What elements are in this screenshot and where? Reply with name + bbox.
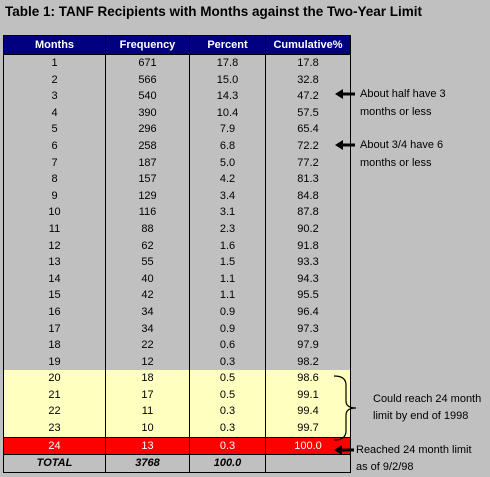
cell-months: 9 [4,188,106,205]
cell-percent: 5.0 [190,155,266,172]
cell-months: 11 [4,221,106,238]
cell-percent: 3.1 [190,204,266,221]
cell-percent: 3.4 [190,188,266,205]
cell-cumulative: 84.8 [266,188,351,205]
cell-months: 18 [4,337,106,354]
col-header-cumulative: Cumulative% [266,36,351,55]
cell-cumulative: 97.9 [266,337,351,354]
total-frequency: 3768 [106,455,190,473]
cell-frequency: 566 [106,72,190,89]
cell-frequency: 12 [106,354,190,371]
table-row [4,188,351,205]
cell-percent: 0.3 [190,354,266,371]
cell-frequency: 11 [106,403,190,420]
note-could-reach-line1: Could reach 24 month [373,393,482,405]
cell-percent: 0.5 [190,387,266,404]
note-reached-line2: as of 9/2/98 [356,461,414,473]
cell-frequency: 116 [106,204,190,221]
cell-frequency: 55 [106,254,190,271]
cell-percent: 0.5 [190,370,266,387]
left-arrow-icon [335,140,355,150]
cell-percent: 15.0 [190,72,266,89]
cell-months: 20 [4,370,106,387]
table-row [4,171,351,188]
cell-months: 8 [4,171,106,188]
table-row [4,105,351,122]
note-three-quarters-line2: months or less [360,157,432,169]
cell-months: 14 [4,271,106,288]
total-label: TOTAL [4,455,106,473]
cell-months: 10 [4,204,106,221]
table-row [4,155,351,172]
cell-frequency: 18 [106,370,190,387]
cell-months: 1 [4,55,106,72]
cell-cumulative: 77.2 [266,155,351,172]
cell-cumulative: 81.3 [266,171,351,188]
table-row [4,204,351,221]
tanf-table [3,35,351,473]
cell-months: 2 [4,72,106,89]
note-reached [356,442,472,476]
cell-months: 21 [4,387,106,404]
total-percent: 100.0 [190,455,266,473]
note-three-quarters [360,136,443,172]
table-row [4,321,351,338]
table-row [4,354,351,371]
cell-cumulative: 95.5 [266,287,351,304]
cell-frequency: 157 [106,171,190,188]
table-row [4,403,351,420]
cell-cumulative: 94.3 [266,271,351,288]
cell-percent: 0.3 [190,437,266,455]
table-row [4,437,351,455]
note-could-reach [373,391,481,425]
left-arrow-icon [335,89,355,99]
cell-frequency: 34 [106,304,190,321]
cell-cumulative: 99.4 [266,403,351,420]
cell-cumulative: 100.0 [266,437,351,455]
note-half-line2: months or less [360,106,432,118]
col-header-months: Months [4,36,106,55]
cell-months: 7 [4,155,106,172]
cell-frequency: 62 [106,238,190,255]
table-row [4,88,351,105]
cell-percent: 1.6 [190,238,266,255]
note-three-quarters-line1: About 3/4 have 6 [360,139,444,151]
cell-months: 19 [4,354,106,371]
cell-months: 24 [4,437,106,455]
cell-months: 22 [4,403,106,420]
cell-months: 5 [4,121,106,138]
cell-percent: 0.9 [190,321,266,338]
cell-frequency: 40 [106,271,190,288]
cell-cumulative: 90.2 [266,221,351,238]
cell-cumulative: 99.1 [266,387,351,404]
table-row [4,271,351,288]
table-row [4,138,351,155]
cell-cumulative: 97.3 [266,321,351,338]
cell-percent: 2.3 [190,221,266,238]
cell-months: 6 [4,138,106,155]
cell-cumulative: 98.2 [266,354,351,371]
cell-percent: 0.3 [190,420,266,437]
table-row [4,370,351,387]
note-reached-line1: Reached 24 month limit [356,444,472,456]
cell-frequency: 540 [106,88,190,105]
cell-months: 4 [4,105,106,122]
cell-cumulative: 99.7 [266,420,351,437]
cell-months: 16 [4,304,106,321]
cell-cumulative: 98.6 [266,370,351,387]
cell-cumulative: 65.4 [266,121,351,138]
cell-frequency: 129 [106,188,190,205]
table-row [4,304,351,321]
cell-percent: 14.3 [190,88,266,105]
cell-cumulative: 32.8 [266,72,351,89]
cell-percent: 1.1 [190,287,266,304]
cell-frequency: 17 [106,387,190,404]
col-header-frequency: Frequency [106,36,190,55]
note-half-line1: About half have 3 [360,88,446,100]
cell-frequency: 258 [106,138,190,155]
cell-frequency: 42 [106,287,190,304]
cell-frequency: 22 [106,337,190,354]
table-row [4,254,351,271]
cell-percent: 0.9 [190,304,266,321]
cell-cumulative: 17.8 [266,55,351,72]
left-arrow-icon [334,445,354,455]
cell-months: 23 [4,420,106,437]
table-row [4,387,351,404]
table-row [4,287,351,304]
table-row [4,420,351,437]
cell-percent: 10.4 [190,105,266,122]
table-row [4,55,351,72]
table-row [4,221,351,238]
cell-months: 3 [4,88,106,105]
right-brace-icon [332,375,362,441]
cell-percent: 4.2 [190,171,266,188]
cell-frequency: 187 [106,155,190,172]
note-half [360,85,446,121]
cell-percent: 6.8 [190,138,266,155]
col-header-percent: Percent [190,36,266,55]
cell-frequency: 13 [106,437,190,455]
cell-percent: 7.9 [190,121,266,138]
cell-cumulative: 91.8 [266,238,351,255]
total-row [4,455,351,473]
cell-percent: 0.6 [190,337,266,354]
cell-frequency: 671 [106,55,190,72]
cell-cumulative: 72.2 [266,138,351,155]
table-row [4,337,351,354]
header-row [4,36,351,55]
cell-frequency: 34 [106,321,190,338]
cell-months: 12 [4,238,106,255]
page-title: Table 1: TANF Recipients with Months against the Two-Year Limit [5,4,423,19]
note-could-reach-line2: limit by end of 1998 [373,410,469,422]
table-row [4,121,351,138]
cell-percent: 0.3 [190,403,266,420]
cell-months: 17 [4,321,106,338]
cell-frequency: 88 [106,221,190,238]
cell-percent: 1.5 [190,254,266,271]
table-row [4,238,351,255]
cell-frequency: 390 [106,105,190,122]
cell-percent: 1.1 [190,271,266,288]
cell-cumulative: 57.5 [266,105,351,122]
cell-cumulative: 87.8 [266,204,351,221]
cell-cumulative: 96.4 [266,304,351,321]
cell-months: 15 [4,287,106,304]
total-cumulative [266,455,351,473]
cell-percent: 17.8 [190,55,266,72]
cell-cumulative: 47.2 [266,88,351,105]
table-row [4,72,351,89]
cell-frequency: 296 [106,121,190,138]
cell-cumulative: 93.3 [266,254,351,271]
cell-months: 13 [4,254,106,271]
cell-frequency: 10 [106,420,190,437]
